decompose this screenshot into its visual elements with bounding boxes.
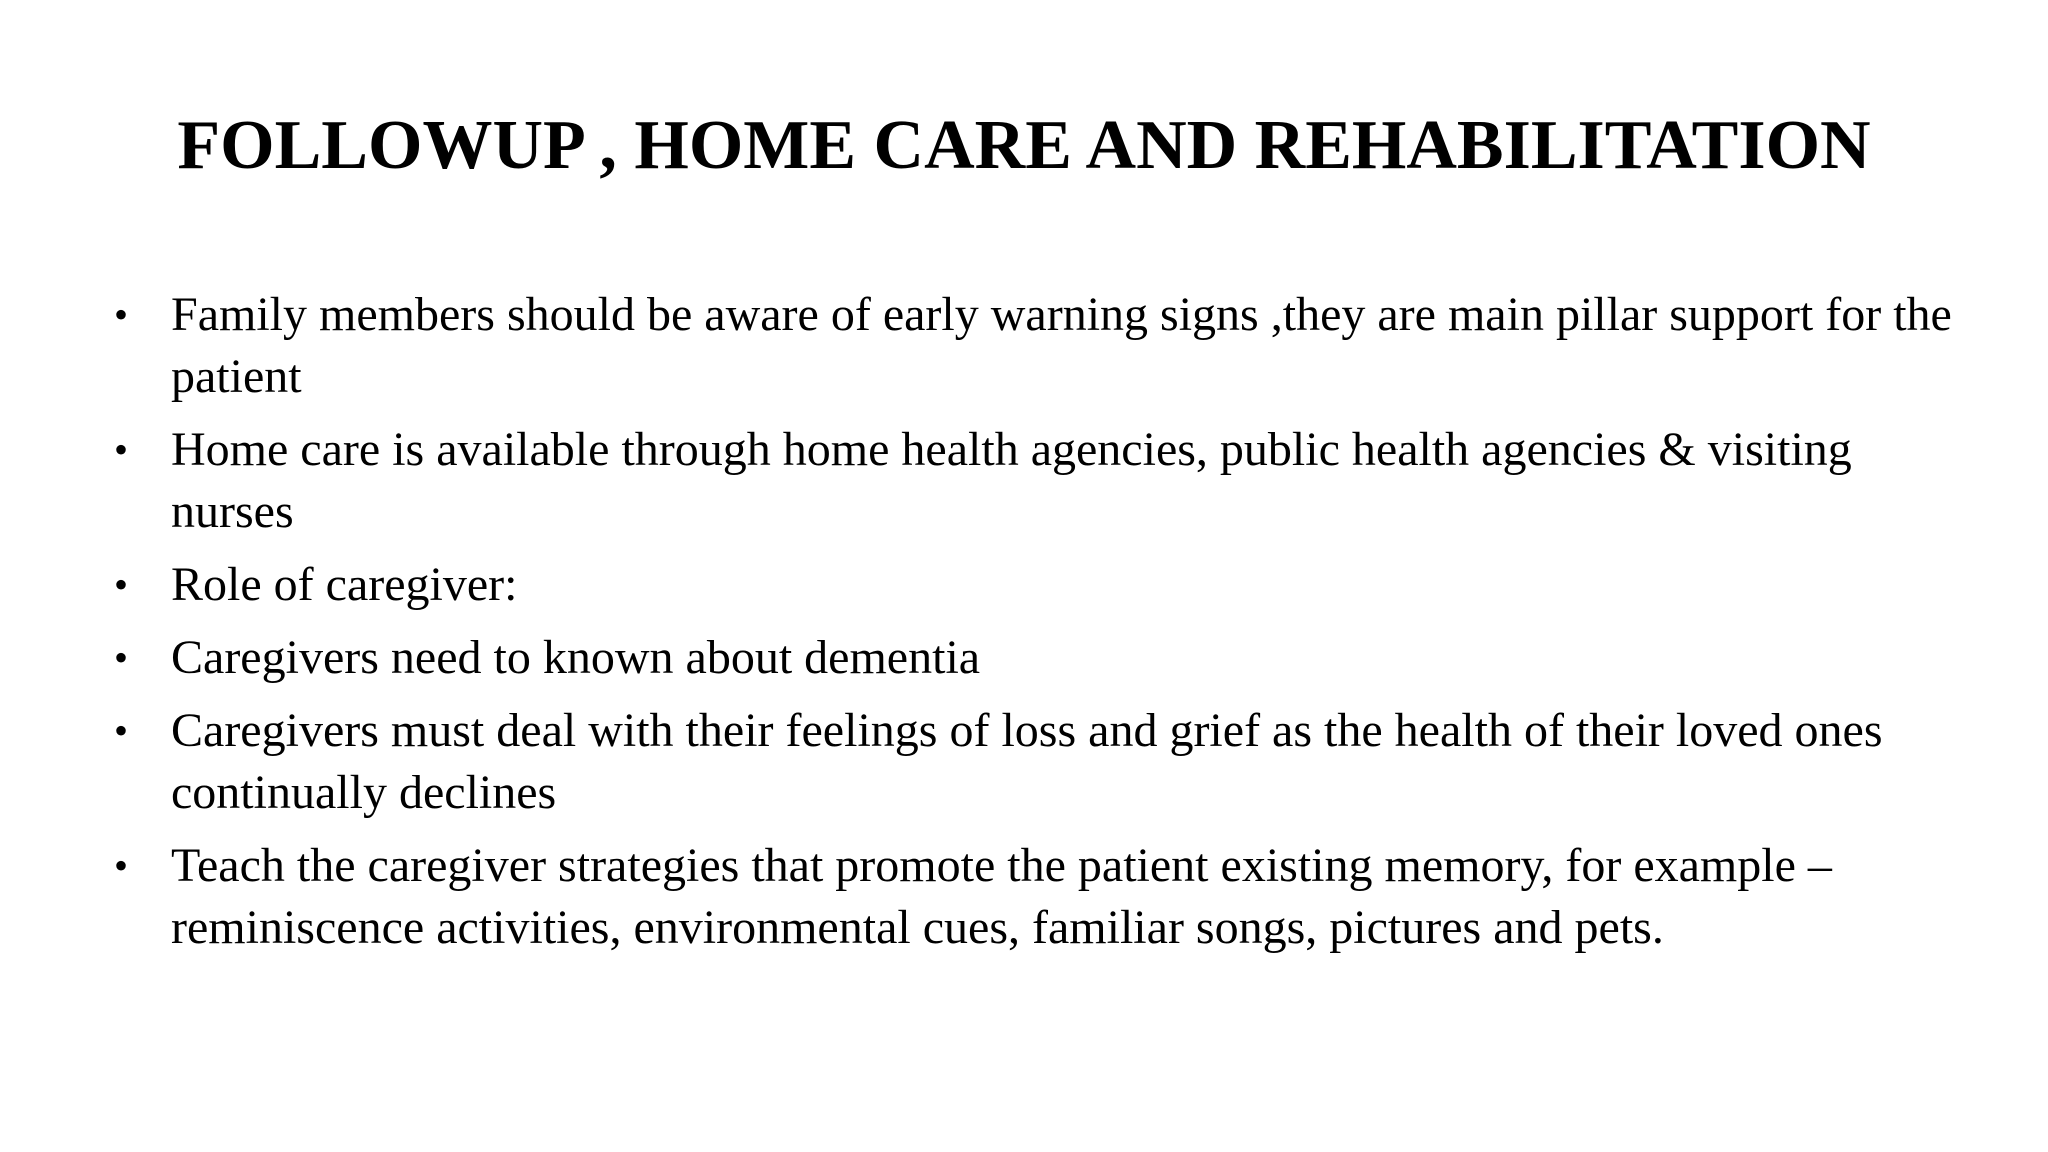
bullet-item xyxy=(114,627,1964,689)
bullet-text: Caregivers need to known about dementia xyxy=(171,631,981,684)
bullet-item xyxy=(114,700,1964,824)
bullet-text: Role of caregiver: xyxy=(171,558,518,611)
bullet-icon: • xyxy=(114,708,129,753)
bullet-text: Teach the caregiver strategies that promote the patient existing memory, for example – reminiscence activities, environmental cues, familiar songs, pictures and pets. xyxy=(171,839,1832,954)
bullet-text: Caregivers must deal with their feelings of loss and grief as the health of their loved ones continually declines xyxy=(171,704,1883,819)
bullet-text: Family members should be aware of early warning signs ,they are main pillar support for the patient xyxy=(171,288,1952,403)
bullet-icon: • xyxy=(114,427,129,472)
bullet-item xyxy=(114,284,1964,408)
bullet-icon: • xyxy=(114,843,129,888)
slide-title: FOLLOWUP , HOME CARE AND REHABILITATION xyxy=(177,107,1871,184)
bullet-icon: • xyxy=(114,635,129,680)
bullet-text: Home care is available through home health agencies, public health agencies & visiting nurses xyxy=(171,423,1852,538)
bullet-icon: • xyxy=(114,292,129,337)
bullet-list xyxy=(114,284,1964,970)
bullet-item xyxy=(114,419,1964,543)
bullet-item xyxy=(114,554,1964,616)
bullet-icon: • xyxy=(114,562,129,607)
bullet-item xyxy=(114,835,1964,959)
